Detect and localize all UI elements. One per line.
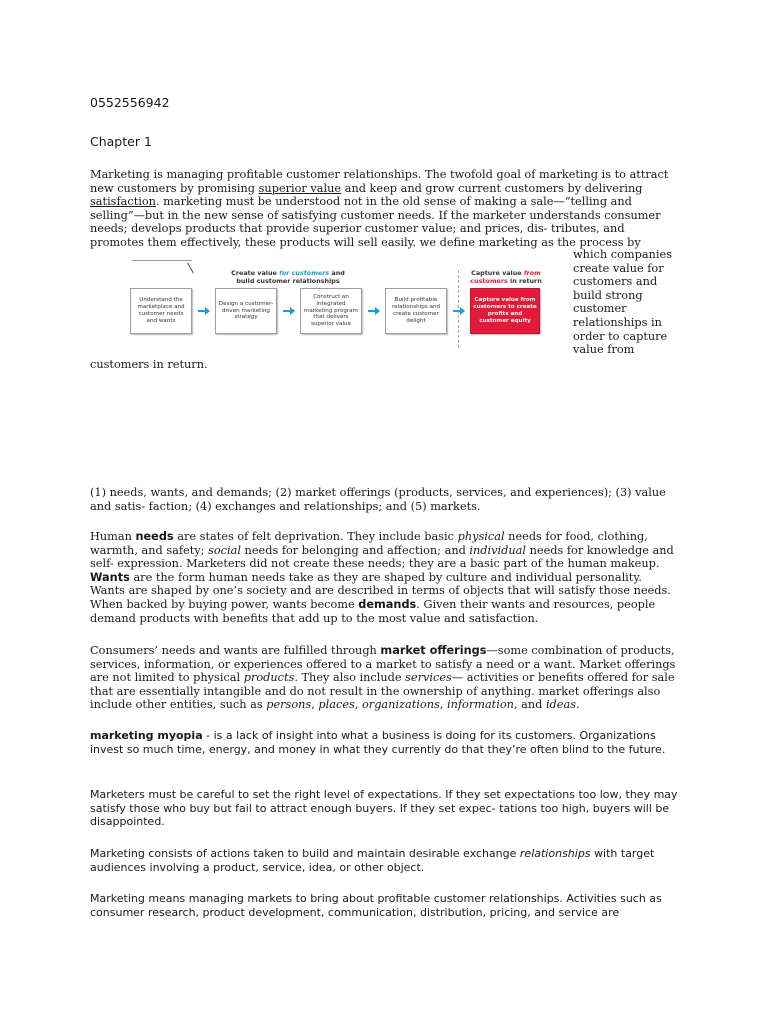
manage-markets-paragraph: Marketing means managing markets to bring about profitable customer relationships. Activities such as consumer research, product development, communication, distribution, pricing, and service are [90, 892, 662, 919]
arrow-right-icon [283, 307, 295, 315]
arrow-right-icon [198, 307, 210, 315]
diagram-box-capture: Capture value from customers to create profits and customer equity [470, 288, 540, 334]
diagram-box-build: Build profitable relationships and create customer delight [385, 288, 447, 334]
diagram-pointer [187, 263, 194, 274]
wrapped-text-column: which companies create value for customers and build strong customer relationships in order to capture value from [573, 248, 672, 357]
exchange-paragraph: Marketing consists of actions taken to build and maintain desirable exchange relationships with target audiences involving a product, service, idea, or other object. [90, 847, 655, 874]
diagram-box-design: Design a customer-driven marketing strategy [215, 288, 277, 334]
diagram-left-heading: Create value for customers and build customer relationships [231, 269, 345, 285]
needs-paragraph: Human needs are states of felt deprivation. They include basic physical needs for food, clothing, warmth, and safety; social needs for belonging and affection; and individual needs for knowledge and self- expression. Marketers did not create these needs; they are a basic part of the human makeup. Wants are the form human needs take as they are shaped by culture and individual personality. Wants are shaped by one’s society and are described in terms of objects that will satisfy those needs. When backed by buying power, wants become demands. Given their wants and resources, people demand products with benefits that add up to the most value and satisfaction. [90, 530, 674, 625]
offerings-paragraph: Consumers’ needs and wants are fulfilled through market offerings—some combination of products, services, information, or experiences offered to a market to satisfy a need or a want. Market offerings are not limited to physical products. They also include services— activities or benefits offered for sale that are essentially intangible and do not result in the ownership of anything. market offerings also include other entities, such as persons, places, organizations, information, and ideas. [90, 644, 676, 712]
diagram-top-rule [132, 260, 192, 261]
core-concepts-paragraph: (1) needs, wants, and demands; (2) market offerings (products, services, and experiences); (3) value and satis- faction; (4) exchanges and relationships; and (5) markets. [90, 486, 666, 513]
arrow-right-icon [453, 307, 465, 315]
diagram-right-heading: Capture value from customers in return [470, 269, 542, 285]
phone-number: 0552556942 [90, 95, 170, 110]
marketing-process-diagram [128, 260, 548, 350]
intro-tail: customers in return. [90, 358, 208, 371]
chapter-heading: Chapter 1 [90, 134, 152, 149]
satisfaction-link: satisfaction [90, 195, 156, 209]
diagram-box-construct: Construct an integrated marketing program that delivers superior value [300, 288, 362, 334]
expectations-paragraph: Marketers must be careful to set the right level of expectations. If they set expectations too low, they may satisfy those who buy but fail to attract enough buyers. If they set expec- tations too high, buyers will be disappointed. [90, 788, 678, 829]
myopia-paragraph: marketing myopia - is a lack of insight into what a business is doing for its customers. Organizations invest so much time, energy, and money in what they currently do that they’re often blind to the future. [90, 729, 666, 756]
arrow-right-icon [368, 307, 380, 315]
diagram-box-understand: Understand the marketplace and customer needs and wants [130, 288, 192, 334]
superior-value-link: superior value [258, 181, 342, 195]
intro-paragraph: Marketing is managing profitable customer relationships. The twofold goal of marketing is to attract new customers by promising superior value and keep and grow current customers by delivering satisfaction. marketing must be understood not in the old sense of making a sale—“telling and selling”—but in the new sense of satisfying customer needs. If the marketer understands consumer needs; develops products that provide superior customer value; and prices, dis- tributes, and promotes them effectively, these products will sell easily. we define marketing as the process by [90, 168, 669, 249]
